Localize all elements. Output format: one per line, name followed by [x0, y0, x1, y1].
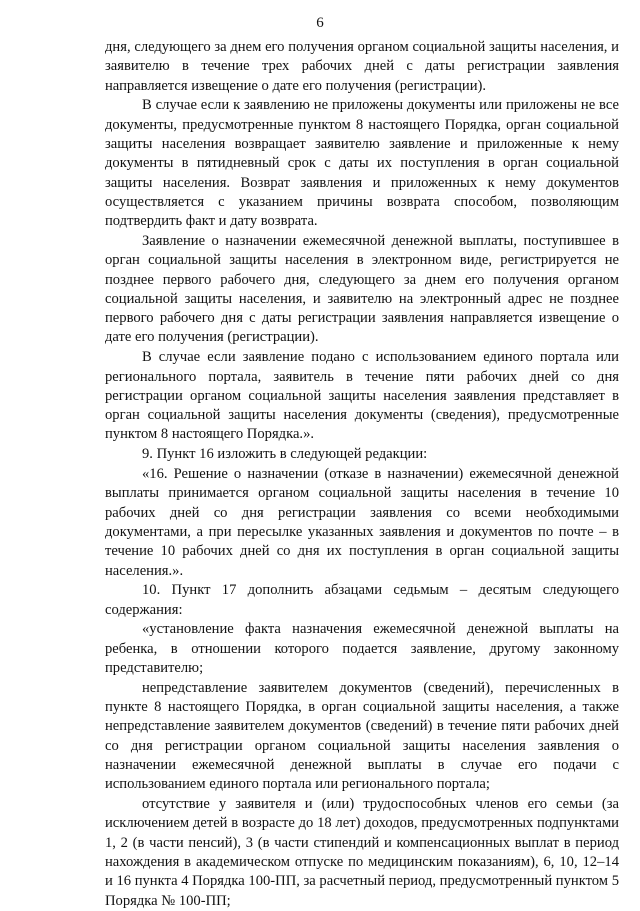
- page-number: 6: [316, 15, 324, 31]
- paragraph: В случае если к заявлению не приложены документы или приложены не все документы, предусмотренные пунктом 8 настоящего Порядка, орган социальной защиты населения возвращает заявителю заявление и приложенные к нему документы в пятидневный срок с даты их поступления в орган социальной защиты населения. Возврат заявления и приложенных к нему документов осуществляется с указанием причины возврата способом, позволяющим подтвердить факт и дату возврата.: [105, 97, 619, 230]
- paragraph: дня, следующего за днем его получения органом социальной защиты населения, и заявителю в течение трех рабочих дней с даты регистрации заявления направляется извещение о дате его получения (регистрации).: [105, 39, 619, 94]
- document-body: [105, 38, 619, 911]
- paragraph: В случае если заявление подано с использованием единого портала или регионального портала, заявитель в течение пяти рабочих дней со дня регистрации органом социальной защиты населения заявления представляет в орган социальной защиты населения документы (сведения), предусмотренные пунктом 8 настоящего Порядка.».: [105, 349, 619, 443]
- paragraph: Заявление о назначении ежемесячной денежной выплаты, поступившее в орган социальной защиты населения в электронном виде, регистрируется не позднее первого рабочего дня, следующего за днем его получения органом социальной защиты населения, и заявителю на электронный адрес не позднее первого рабочего дня с даты регистрации заявления направляется извещение о дате его получения (регистрации).: [105, 232, 619, 346]
- paragraph: 9. Пункт 16 изложить в следующей редакции:: [142, 446, 428, 463]
- paragraph: 10. Пункт 17 дополнить абзацами седьмым – десятым следующего содержания:: [105, 582, 619, 618]
- paragraph: отсутствие у заявителя и (или) трудоспособных членов его семьи (за исключением детей в возрасте до 18 лет) доходов, предусмотренных подпунктами 1, 2 (в части пенсий), 3 (в части стипендий и компенсационных выплат в период нахождения в академическом отпуске по медицинским показаниям), 6, 10, 12–14 и 16 пункта 4 Порядка 100-ПП, за расчетный период, предусмотренный пунктом 5 Порядка № 100-ПП;: [105, 796, 619, 909]
- paragraph: «установление факта назначения ежемесячной денежной выплаты на ребенка, в отношении которого подается заявление, другому законному представителю;: [105, 621, 619, 676]
- paragraph: непредставление заявителем документов (сведений), перечисленных в пункте 8 настоящего Порядка, в орган социальной защиты населения, а также непредставление заявителем документов (сведений) в течение пяти рабочих дней со дня регистрации органом социальной защиты населения заявления о назначении ежемесячной денежной выплаты в случае его подачи с использованием единого портала или регионального портала;: [105, 679, 619, 793]
- paragraph: «16. Решение о назначении (отказе в назначении) ежемесячной денежной выплаты принимается органом социальной защиты населения в течение 10 рабочих дней со дня регистрации заявления со всеми необходимыми документами, а при пересылке указанных заявления и документов по почте – в течение 10 рабочих дней со дня их поступления в орган социальной защиты населения.».: [105, 466, 619, 579]
